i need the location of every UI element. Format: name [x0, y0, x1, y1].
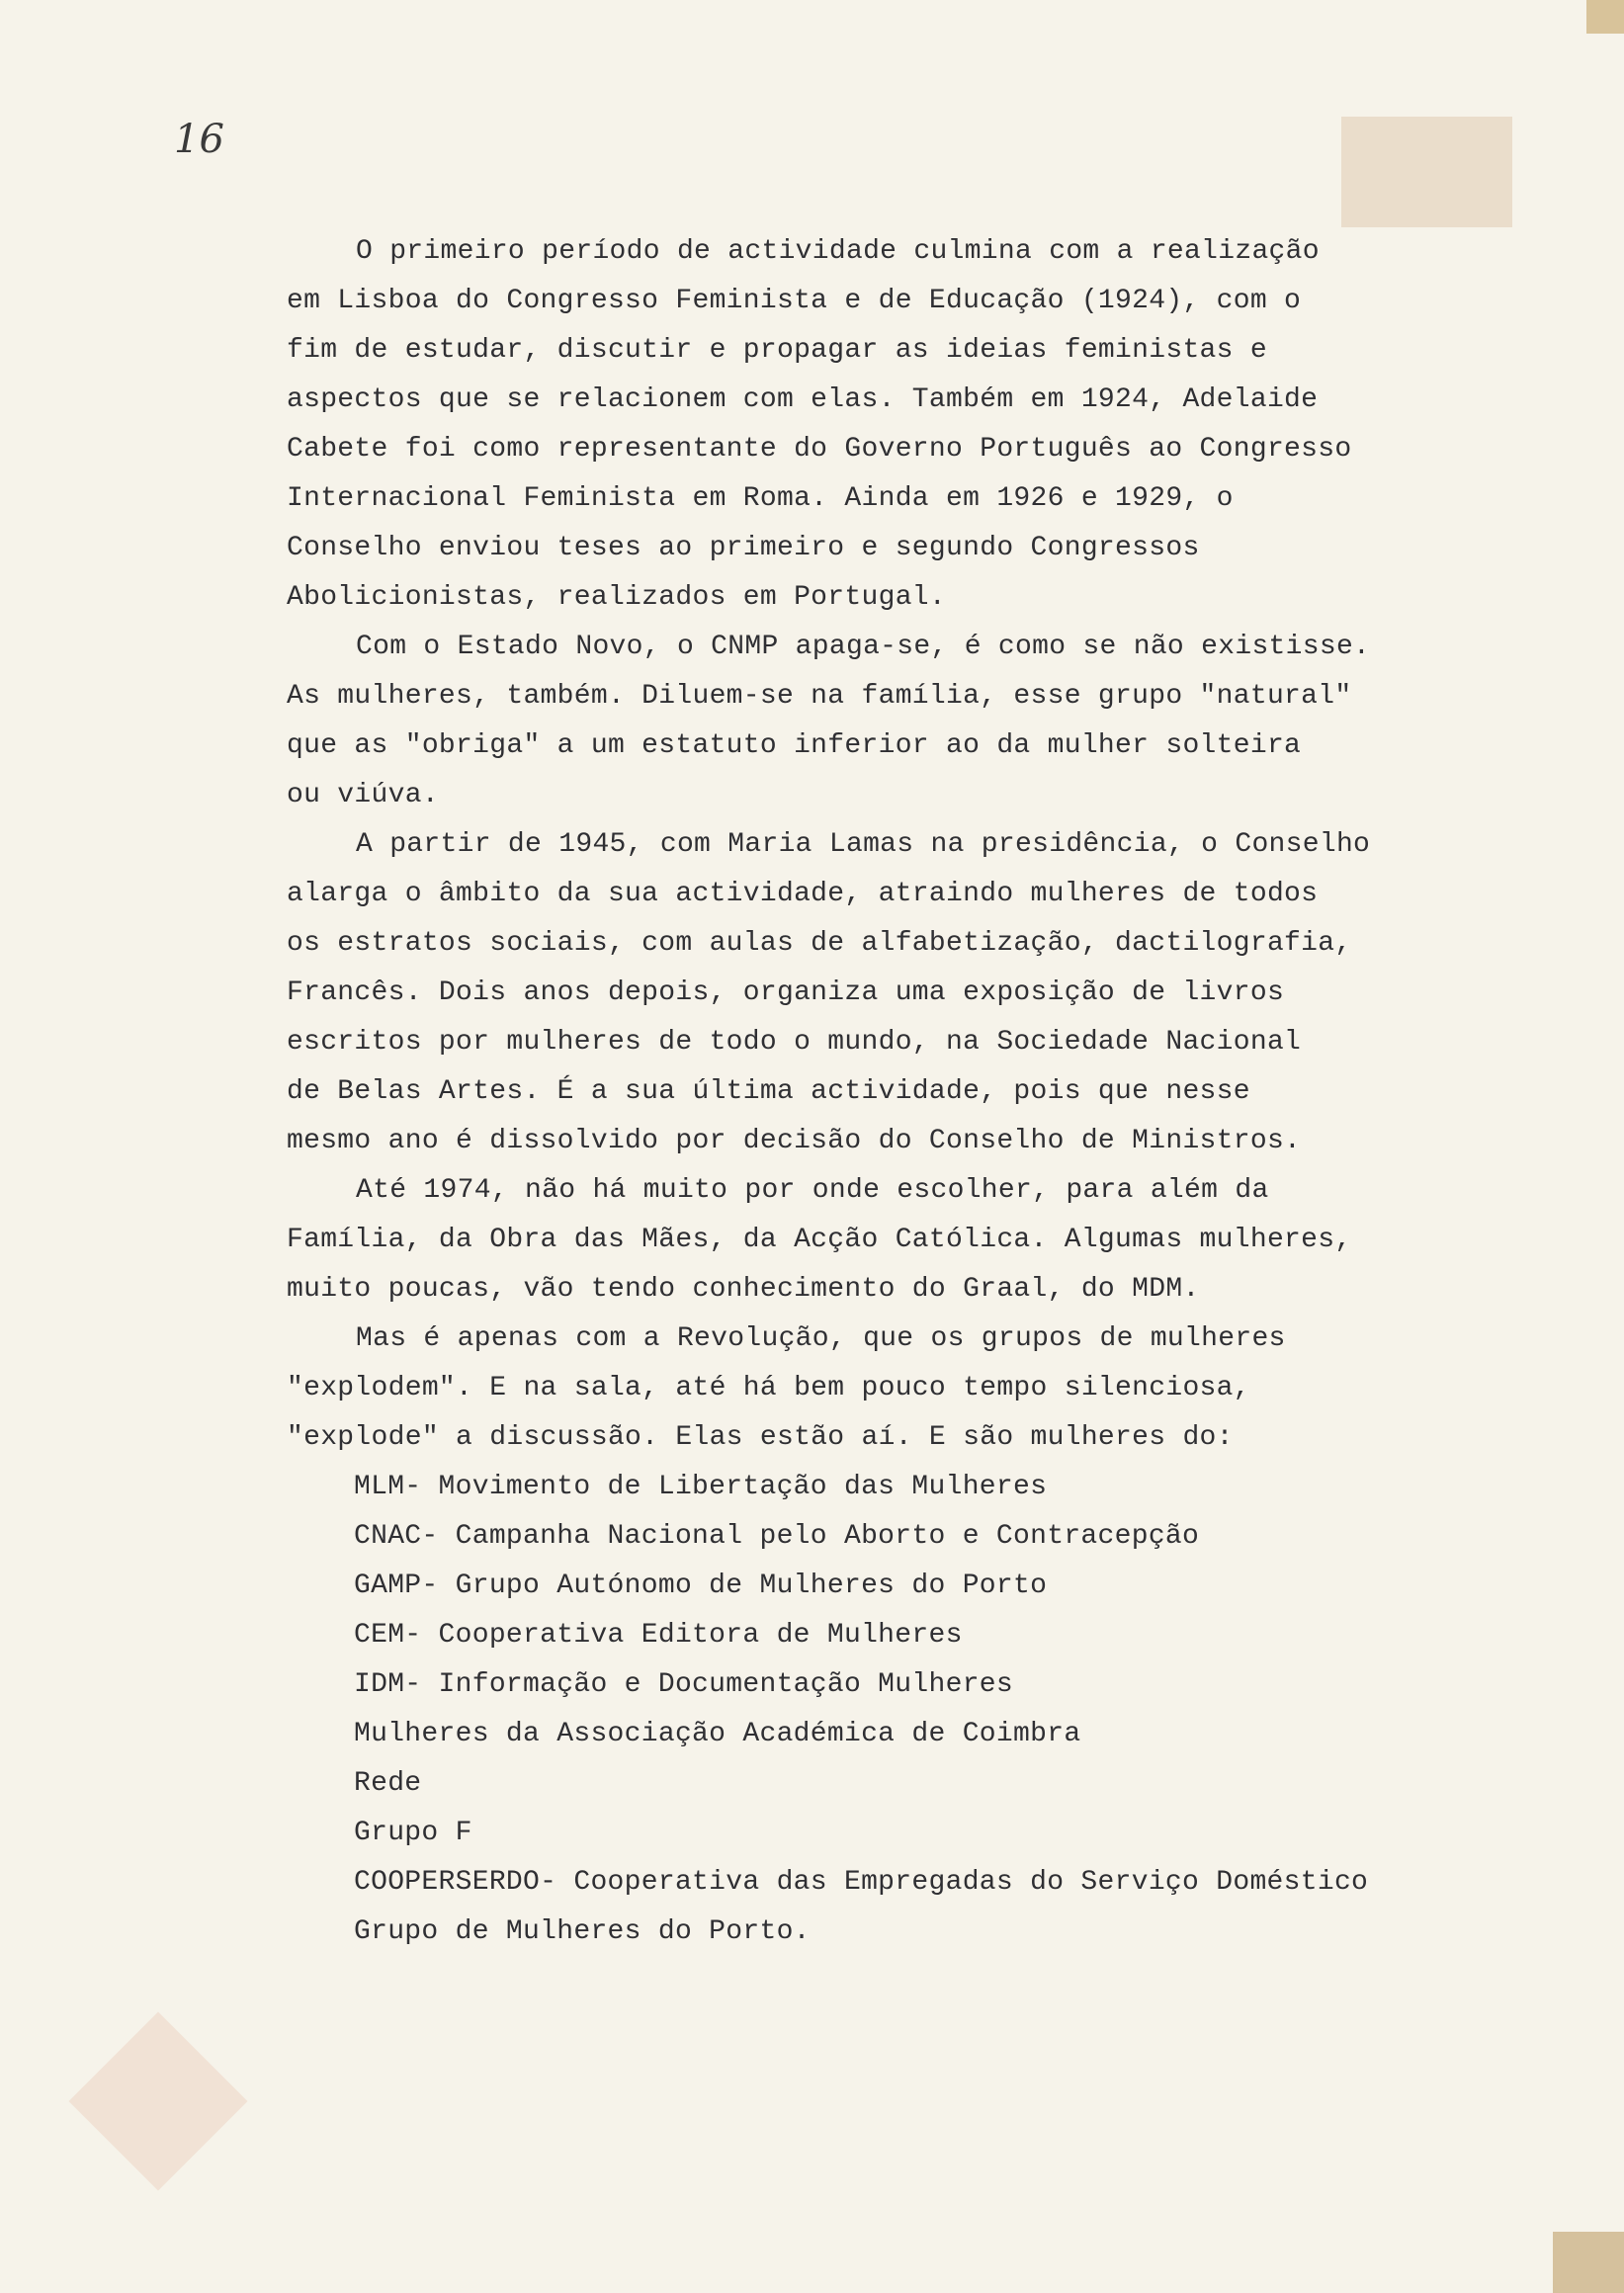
document-body — [287, 227, 1413, 1957]
paper-stain-diamond — [68, 2011, 247, 2190]
body-line: muito poucas, vão tendo conhecimento do Graal, do MDM. — [287, 1274, 1200, 1305]
page-number: 16 — [174, 117, 224, 162]
group-list-item: COOPERSERDO- Cooperativa das Empregadas do Serviço Doméstico — [354, 1867, 1369, 1898]
body-line: Com o Estado Novo, o CNMP apaga-se, é como se não existisse. — [356, 632, 1371, 662]
body-line: Mas é apenas com a Revolução, que os grupos de mulheres — [356, 1323, 1286, 1354]
groups-list — [287, 1463, 1413, 1957]
body-line: alarga o âmbito da sua actividade, atraindo mulheres de todos — [287, 879, 1319, 909]
body-line: que as "obriga" a um estatuto inferior ao da mulher solteira — [287, 730, 1302, 761]
group-list-item: GAMP- Grupo Autónomo de Mulheres do Porto — [354, 1571, 1048, 1601]
body-line: Até 1974, não há muito por onde escolher, para além da — [356, 1175, 1269, 1206]
group-list-item: MLM- Movimento de Libertação das Mulheres — [354, 1472, 1048, 1502]
paper-stain-top — [1341, 117, 1512, 227]
body-line: ou viúva. — [287, 780, 439, 810]
group-list-item: Grupo F — [354, 1818, 472, 1848]
body-line: em Lisboa do Congresso Feminista e de Educação (1924), com o — [287, 286, 1302, 316]
body-line: de Belas Artes. É a sua última actividade, pois que nesse — [287, 1076, 1250, 1107]
page-edge-top — [1586, 0, 1624, 34]
body-line: A partir de 1945, com Maria Lamas na presidência, o Conselho — [356, 829, 1371, 860]
body-line: As mulheres, também. Diluem-se na família, esse grupo "natural" — [287, 681, 1352, 712]
body-line: mesmo ano é dissolvido por decisão do Conselho de Ministros. — [287, 1126, 1302, 1156]
body-line: "explode" a discussão. Elas estão aí. E são mulheres do: — [287, 1422, 1234, 1453]
group-list-item: CEM- Cooperativa Editora de Mulheres — [354, 1620, 963, 1651]
body-line: Internacional Feminista em Roma. Ainda em 1926 e 1929, o — [287, 483, 1234, 514]
body-line: "explodem". E na sala, até há bem pouco tempo silenciosa, — [287, 1373, 1250, 1403]
body-line: fim de estudar, discutir e propagar as ideias feministas e — [287, 335, 1267, 366]
body-line: Francês. Dois anos depois, organiza uma exposição de livros — [287, 977, 1285, 1008]
body-line: os estratos sociais, com aulas de alfabetização, dactilografia, — [287, 928, 1352, 959]
page-edge-bottom — [1553, 2232, 1624, 2293]
body-line: escritos por mulheres de todo o mundo, na Sociedade Nacional — [287, 1027, 1302, 1058]
body-line: Conselho enviou teses ao primeiro e segundo Congressos — [287, 533, 1200, 563]
body-line: Cabete foi como representante do Governo Português ao Congresso — [287, 434, 1352, 465]
body-text — [287, 227, 1413, 1463]
body-line: aspectos que se relacionem com elas. Também em 1924, Adelaide — [287, 384, 1319, 415]
group-list-item: Grupo de Mulheres do Porto. — [354, 1916, 811, 1947]
body-line: Família, da Obra das Mães, da Acção Católica. Algumas mulheres, — [287, 1225, 1352, 1255]
body-line: Abolicionistas, realizados em Portugal. — [287, 582, 947, 613]
group-list-item: Mulheres da Associação Académica de Coimbra — [354, 1719, 1081, 1749]
group-list-item: Rede — [354, 1768, 422, 1799]
group-list-item: CNAC- Campanha Nacional pelo Aborto e Contracepção — [354, 1521, 1200, 1552]
body-line: O primeiro período de actividade culmina com a realização — [356, 236, 1320, 267]
group-list-item: IDM- Informação e Documentação Mulheres — [354, 1669, 1014, 1700]
